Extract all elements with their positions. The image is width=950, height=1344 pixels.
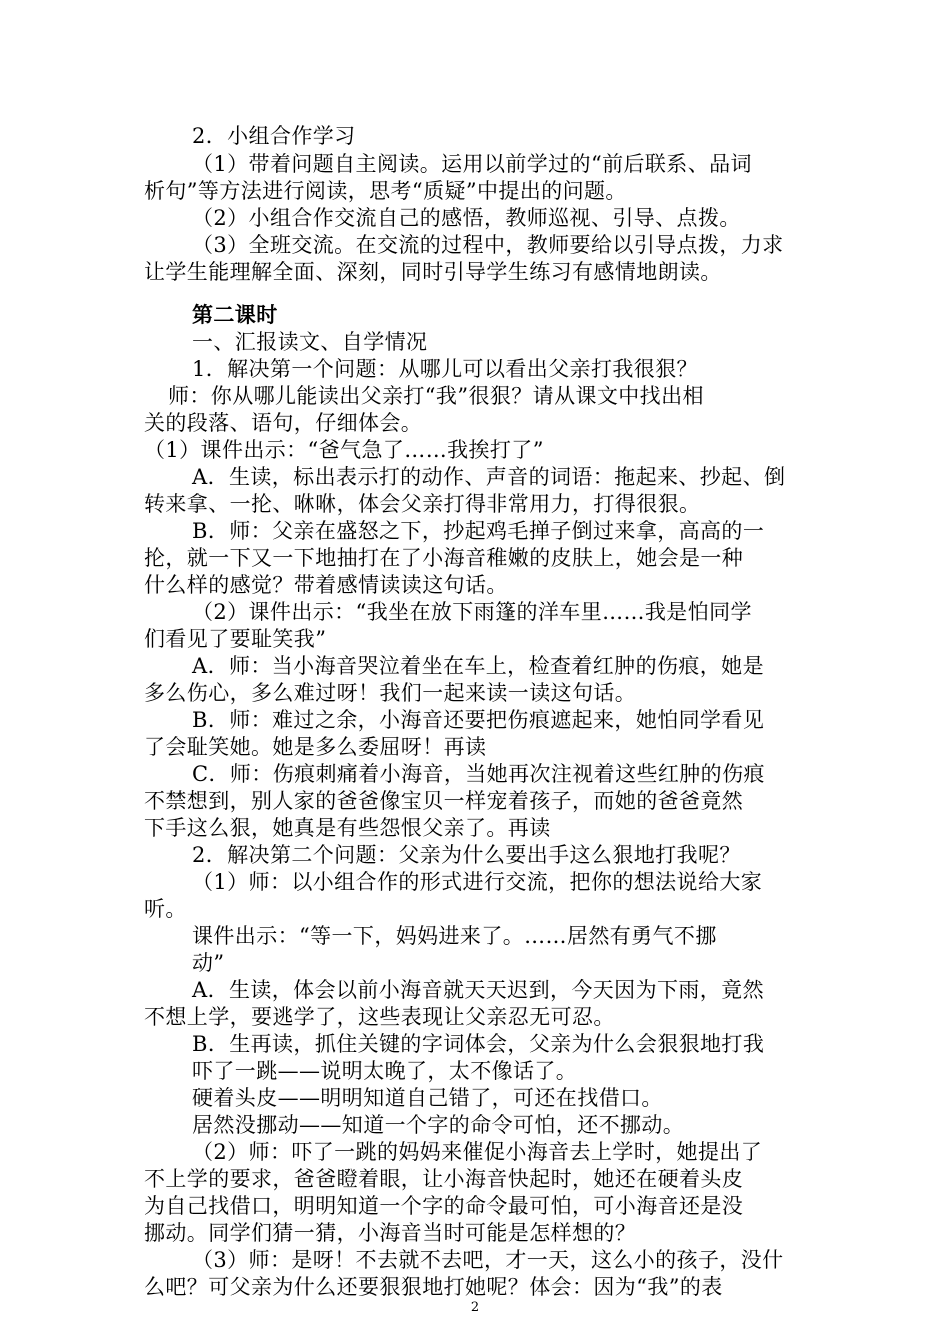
text-line: A．生读，标出表示打的动作、声音的词语：拖起来、抄起、倒 — [192, 465, 786, 489]
text-line: 什么样的感觉？带着感情读读这句话。 — [144, 573, 508, 597]
text-line: 不想上学，要逃学了，这些表现让父亲忍无可忍。 — [144, 1005, 615, 1029]
text-line: C．师：伤痕刺痛着小海音，当她再次注视着这些红肿的伤痕 — [192, 762, 765, 786]
text-line: 转来拿、一抡、咻咻，体会父亲打得非常用力，打得很狠。 — [144, 492, 701, 516]
text-line: A．师：当小海音哭泣着坐在车上，检查着红肿的伤痕，她是 — [192, 654, 764, 678]
text-line: 师：你从哪儿能读出父亲打“我”很狠？请从课文中找出相 — [168, 384, 704, 408]
text-line: 为自己找借口，明明知道一个字的命令最可怕，可小海音还是没 — [144, 1194, 744, 1218]
text-line: B．师：难过之余，小海音还要把伤痕遮起来，她怕同学看见 — [192, 708, 765, 732]
text-line: 了会耻笑她。她是多么委屈呀！再读 — [144, 735, 487, 759]
text-line: （1）带着问题自主阅读。运用以前学过的“前后联系、品词 — [192, 152, 752, 176]
text-line: 下手这么狠，她真是有些怨恨父亲了。再读 — [144, 816, 551, 840]
text-line: 不禁想到，别人家的爸爸像宝贝一样宠着孩子，而她的爸爸竟然 — [144, 789, 744, 813]
text-line: （2）师：吓了一跳的妈妈来催促小海音去上学时，她提出了 — [192, 1140, 763, 1164]
text-line: （2）课件出示：“我坐在放下雨篷的洋车里……我是怕同学 — [192, 600, 752, 624]
text-line: 析句”等方法进行阅读，思考“质疑”中提出的问题。 — [144, 179, 627, 203]
text-line: 吓了一跳——说明太晚了，太不像话了。 — [192, 1059, 578, 1083]
text-line: 一、汇报读文、自学情况 — [192, 330, 428, 354]
text-line: 2．解决第二个问题：父亲为什么要出手这么狠地打我呢？ — [192, 843, 741, 867]
text-line: （1）师：以小组合作的形式进行交流，把你的想法说给大家 — [192, 870, 763, 894]
text-line: 多么伤心，多么难过呀！我们一起来读一读这句话。 — [144, 681, 637, 705]
text-line: B．生再读，抓住关键的字词体会，父亲为什么会狠狠地打我 — [192, 1032, 765, 1056]
text-line: 挪动。同学们猜一猜，小海音当时可能是怎样想的？ — [144, 1221, 637, 1245]
text-line: 硬着头皮——明明知道自己错了，可还在找借口。 — [192, 1086, 663, 1110]
text-line: （3）师：是呀！不去就不去吧，才一天，这么小的孩子，没什 — [192, 1248, 784, 1272]
text-line: （2）小组合作交流自己的感悟，教师巡视、引导、点拨。 — [192, 206, 741, 230]
text-line: 听。 — [144, 897, 187, 921]
text-line: 课件出示：“等一下，妈妈进来了。……居然有勇气不挪 — [192, 924, 717, 948]
text-line: 不上学的要求，爸爸瞪着眼，让小海音快起时，她还在硬着头皮 — [144, 1167, 744, 1191]
text-line: A．生读，体会以前小海音就天天迟到，今天因为下雨，竟然 — [192, 978, 764, 1002]
text-line: 居然没挪动——知道一个字的命令可怕，还不挪动。 — [192, 1113, 685, 1137]
text-line: （3）全班交流。在交流的过程中，教师要给以引导点拨，力求 — [192, 233, 784, 257]
text-line: 1．解决第一个问题：从哪儿可以看出父亲打我很狠？ — [192, 357, 698, 381]
section-heading: 第二课时 — [192, 302, 278, 327]
text-line: 动” — [192, 951, 225, 975]
text-line: 抡，就一下又一下地抽打在了小海音稚嫩的皮肤上，她会是一种 — [144, 546, 744, 570]
text-line: B．师：父亲在盛怒之下，抄起鸡毛掸子倒过来拿，高高的一 — [192, 519, 765, 543]
text-line: 么吧？可父亲为什么还要狠狠地打她呢？体会：因为“我”的表 — [144, 1275, 723, 1299]
page-number: 2 — [470, 1300, 480, 1315]
text-line: 让学生能理解全面、深刻，同时引导学生练习有感情地朗读。 — [144, 260, 722, 284]
text-line: 2．小组合作学习 — [192, 124, 356, 148]
text-line: 关的段落、语句，仔细体会。 — [144, 411, 423, 435]
text-line: （1）课件出示：“爸气急了……我挨打了” — [144, 438, 544, 462]
text-line: 们看见了要耻笑我” — [144, 627, 327, 651]
